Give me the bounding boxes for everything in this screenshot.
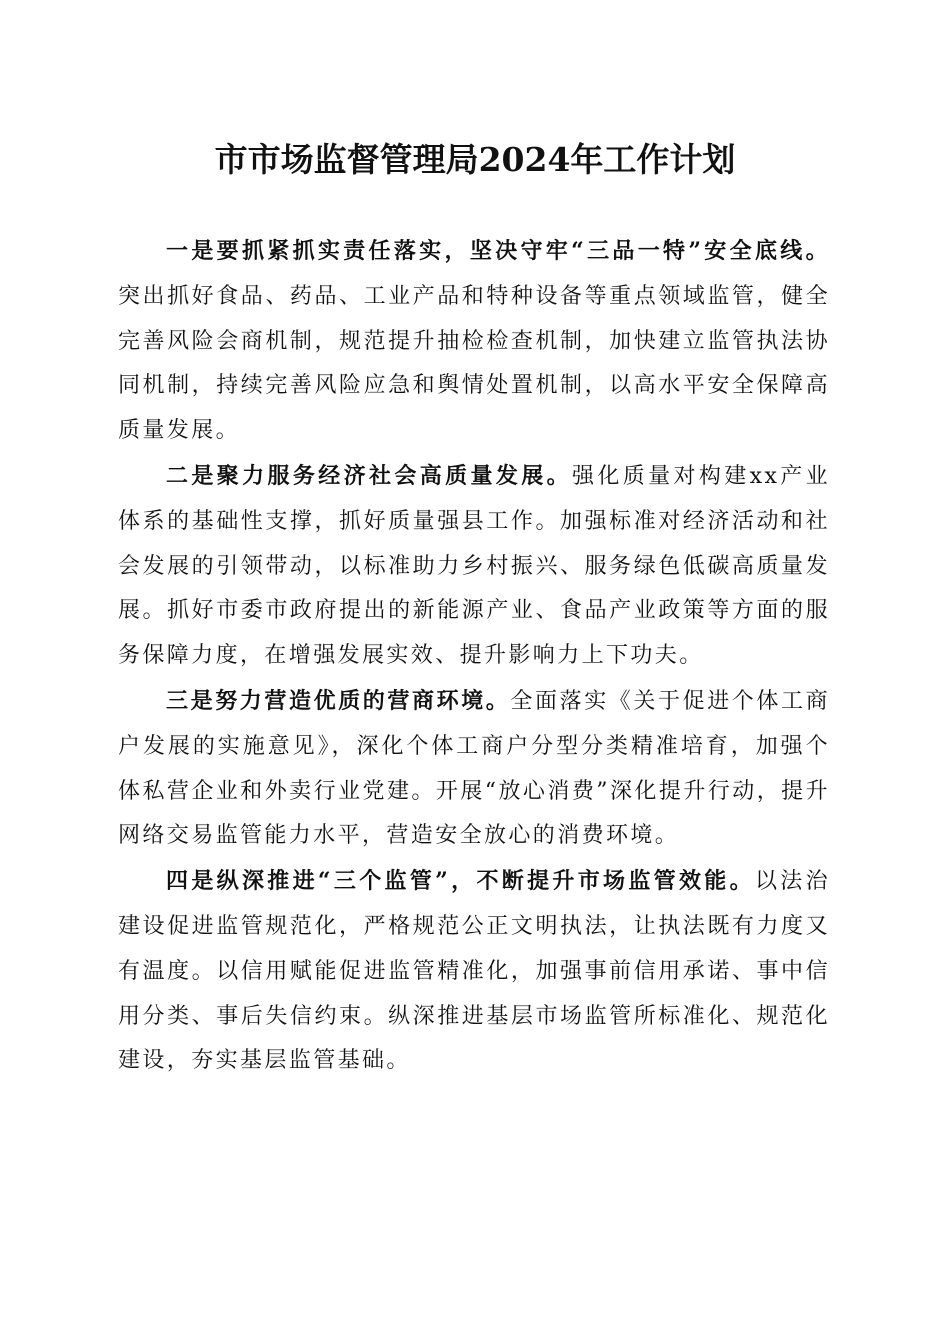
paragraph-2-text: 强化质量对构建xx产业体系的基础性支撑，抓好质量强县工作。加强标准对经济活动和社会发展的引领带动，以标准助力乡村振兴、服务绿色低碳高质量发展。抓好市委市政府提出的新能源产业、食品产业政策等方面的服务保障力度，在增强发展实效、提升影响力上下功夫。	[118, 463, 831, 669]
paragraph-4	[118, 859, 830, 1084]
paragraph-2-lead: 二是聚力服务经济社会高质量发展。	[166, 462, 573, 489]
paragraph-1-lead: 一是要抓紧抓实责任落实，坚决守牢“三品一特”安全底线。	[166, 238, 830, 264]
paragraph-4-lead: 四是纵深推进“三个监管”，不断提升市场监管效能。	[166, 868, 755, 895]
paragraph-1	[118, 229, 830, 454]
paragraph-2	[118, 454, 830, 679]
document-body	[118, 229, 830, 1084]
paragraph-1-text: 突出抓好食品、药品、工业产品和特种设备等重点领域监管，健全完善风险会商机制，规范提升抽检检查机制，加快建立监管执法协同机制，持续完善风险应急和舆情处置机制，以高水平安全保障高质量发展。	[118, 283, 830, 444]
paragraph-3	[118, 679, 830, 859]
paragraph-4-text: 以法治建设促进监管规范化，严格规范公正文明执法，让执法既有力度又有温度。以信用赋能促进监管精准化，加强事前信用承诺、事中信用分类、事后失信约束。纵深推进基层市场监管所标准化、规范化建设，夯实基层监管基础。	[118, 869, 830, 1074]
paragraph-3-lead: 三是努力营造优质的营商环境。	[166, 687, 511, 714]
document-title: 市市场监督管理局2024年工作计划	[214, 140, 736, 179]
paragraph-3-text: 全面落实《关于促进个体工商户发展的实施意见》，深化个体工商户分型分类精准培育，加强个体私营企业和外卖行业党建。开展“放心消费”深化提升行动，提升网络交易监管能力水平，营造安全放心的消费环境。	[118, 688, 831, 849]
